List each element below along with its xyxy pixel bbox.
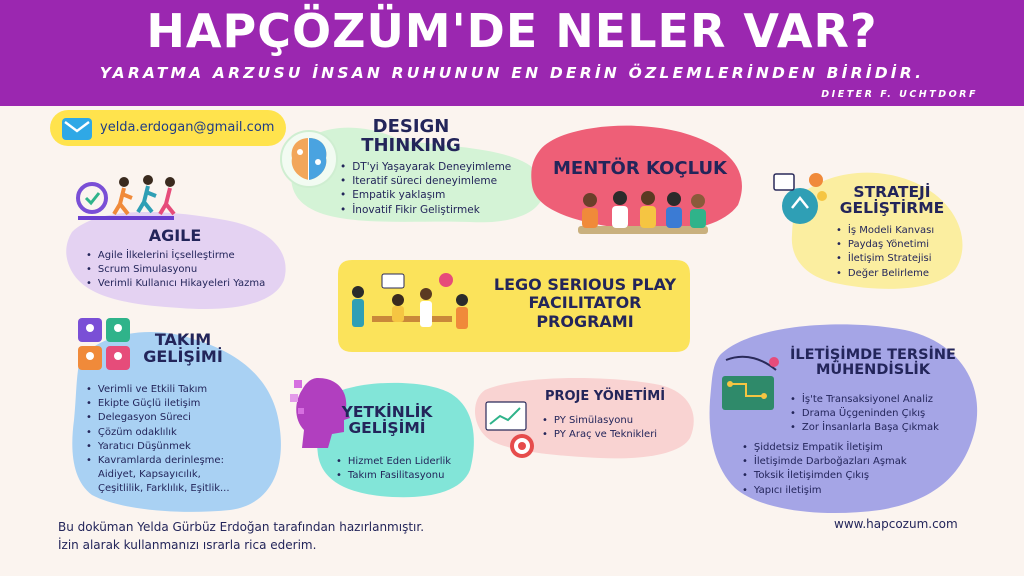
brain-icon <box>278 128 340 190</box>
footer-line-2: İzin alarak kullanmanızı ısrarla rica ederim. <box>58 538 317 552</box>
proje-list <box>542 414 657 442</box>
list-item: • Verimli Kullanıcı Hikayeleri Yazma <box>86 277 265 291</box>
design-thinking-list <box>340 160 511 217</box>
strateji-title-line-2: GELİŞTİRME <box>839 199 945 218</box>
strateji-list <box>836 224 934 281</box>
team-meeting-icon <box>568 186 718 256</box>
list-item: • Iteratif süreci deneyimleme <box>340 174 511 188</box>
list-item: • Ekipte Güçlü iletişim <box>86 397 230 411</box>
list-item: • Yapıcı iletişim <box>742 484 907 498</box>
footer-note <box>58 518 424 554</box>
takim-list <box>86 383 230 497</box>
mentor-title: MENTÖR KOÇLUK <box>552 158 728 179</box>
iletisim-list-a <box>790 393 939 436</box>
yetkinlik-title <box>332 404 442 437</box>
quote-author: DIETER F. UCHTDORF <box>821 89 978 100</box>
takim-title-line-2: GELİŞİMİ <box>143 346 223 366</box>
design-thinking-title <box>356 118 466 156</box>
lego-title-line-1: LEGO SERIOUS PLAY <box>493 275 677 294</box>
iletisim-list-b <box>742 441 907 498</box>
yetkinlik-title-line-2: GELİŞİMİ <box>348 419 426 438</box>
list-item: • Çözüm odaklılık <box>86 426 230 440</box>
list-item: • İş Modeli Kanvası <box>836 224 934 238</box>
website-link[interactable]: www.hapcozum.com <box>834 517 958 531</box>
list-item: • Şiddetsiz Empatik İletişim <box>742 441 907 455</box>
list-item: • Drama Üçgeninden Çıkış <box>790 407 939 421</box>
list-item: • Takım Fasilitasyonu <box>336 469 451 483</box>
agile-title: AGILE <box>148 226 202 245</box>
iletisim-title-line-1: İLETİŞİMDE TERSİNE <box>790 347 956 363</box>
takim-title <box>128 332 238 366</box>
lego-title-line-3: PROGRAMI <box>536 311 634 331</box>
list-item: • Agile İlkelerini İçselleştirme <box>86 249 265 263</box>
list-item: • Scrum Simulasyonu <box>86 263 265 277</box>
iletisim-title <box>770 348 976 378</box>
list-item: • Değer Belirleme <box>836 267 934 281</box>
lego-title <box>480 276 690 331</box>
design-thinking-title-line-1: DESIGN <box>372 116 450 137</box>
list-item: • Delegasyon Süreci <box>86 411 230 425</box>
list-item-continuation: Çeşitlilik, Farklılık, Eşitlik... <box>98 483 230 495</box>
list-item: • İş'te Transaksiyonel Analiz <box>790 393 939 407</box>
list-item: • İletişim Stratejisi <box>836 252 934 266</box>
list-item: • Verimli ve Etkili Takım <box>86 383 230 397</box>
list-item: • Empatik yaklaşım <box>340 188 511 202</box>
list-item: • Zor İnsanlarla Başa Çıkmak <box>790 421 939 435</box>
list-item: • DT'yi Yaşayarak Deneyimleme <box>340 160 511 174</box>
list-item: • Paydaş Yönetimi <box>836 238 934 252</box>
puzzle-team-icon <box>76 316 132 372</box>
strateji-title <box>832 184 952 217</box>
agile-list <box>86 249 265 292</box>
yetkinlik-list <box>336 455 451 483</box>
list-item: • PY Simülasyonu <box>542 414 657 428</box>
design-thinking-title-line-2: THINKING <box>361 134 461 156</box>
proje-title: PROJE YÖNETİMİ <box>544 389 666 404</box>
list-item: • PY Araç ve Teknikleri <box>542 428 657 442</box>
list-item: • Yaratıcı Düşünmek <box>86 440 230 454</box>
lego-title-line-2: FACILITATOR <box>528 293 642 313</box>
footer-line-1: Bu doküman Yelda Gürbüz Erdoğan tarafından hazırlanmıştır. <box>58 520 425 534</box>
quote-text: YARATMA ARZUSU İNSAN RUHUNUN EN DERİN ÖZLEMLERİNDEN BİRİDİR. <box>99 64 925 82</box>
runners-icon <box>74 172 186 224</box>
list-item: • Kavramlarda derinleşme: <box>86 454 230 468</box>
page-title: HAPÇÖZÜM'DE NELER VAR? <box>146 4 878 58</box>
takim-title-line-1: TAKIM <box>154 330 212 349</box>
list-item-continuation: Aidiyet, Kapsayıcılık, <box>98 469 201 481</box>
email-link[interactable]: yelda.erdogan@gmail.com <box>100 120 275 135</box>
strateji-title-line-1: STRATEJİ <box>853 183 931 201</box>
list-item: • İnovatif Fikir Geliştirmek <box>340 203 511 217</box>
collaboration-icon <box>342 266 480 348</box>
strategy-icon <box>770 168 832 230</box>
list-item: • Hizmet Eden Liderlik <box>336 455 451 469</box>
list-item: • Toksik İletişimden Çıkış <box>742 469 907 483</box>
target-chart-icon <box>482 396 542 460</box>
iletisim-title-line-2: MÜHENDİSLİK <box>815 362 931 379</box>
list-item: • İletişimde Darboğazları Aşmak <box>742 455 907 469</box>
yetkinlik-title-line-1: YETKİNLİK <box>341 403 433 421</box>
